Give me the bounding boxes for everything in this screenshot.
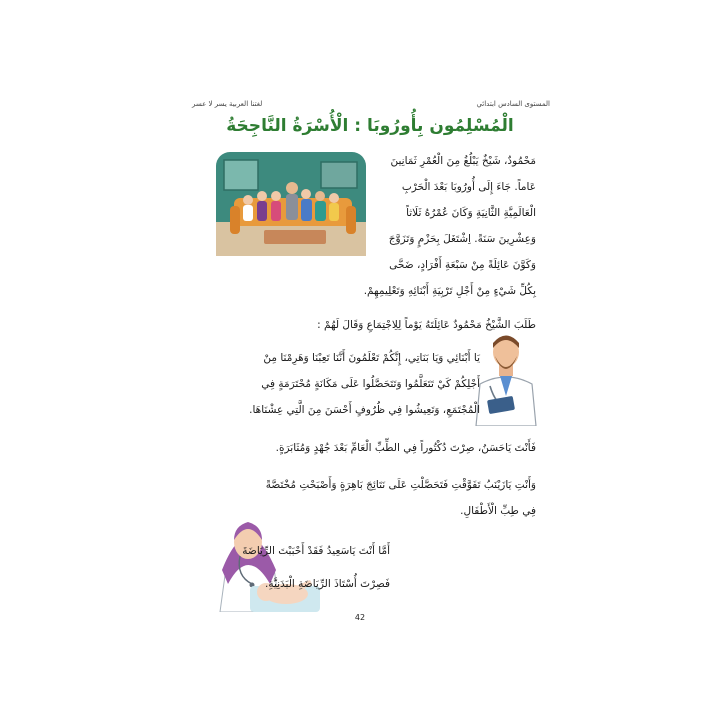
paragraph1-line: بِكُلِّ شَيْءٍ مِنْ أَجْلِ تَرْبِيَةِ أَبْنَائِهِ وَتَعْلِيمِهِمْ.	[363, 285, 536, 297]
paragraph2-line: أَجْلِكُمْ كَيْ تَتَعَلَّمُوا وَتَتَحَصَّلُوا عَلَى مَكَانَةٍ مُحْتَرَمَةٍ فِي	[261, 378, 480, 390]
header-series-title: لغتنا العربية يسر لا عسر	[192, 100, 263, 108]
page-number: 42	[354, 613, 366, 622]
paragraph5-line: أَمَّا أَنْتَ يَاسَعِيدُ فَقَدْ أَحْبَبْتَ الرِّيَاضَةَ	[242, 545, 390, 557]
paragraph1-line: الْعَالَمِيَّةِ الثَّانِيَةِ وَكَانَ عُمْرُهُ ثَلَاثاً	[406, 207, 536, 219]
paragraph1-line: وَعِشْرِينَ سَنَةً. اِشْتَغَلَ بِحَزْمٍ وَتَزَوَّجَ	[388, 233, 536, 245]
paragraph4-line: فِي طِبِّ الْأَطْفَالِ.	[460, 505, 536, 517]
paragraph3: فَأَنْتَ يَاحَسَنُ، صِرْتَ دُكْتُوراً فِي الطِّبِّ الْعَامِّ بَعْدَ جُهْدٍ وَمُثَابَرَةٍ.	[275, 442, 536, 454]
paragraph1-line: عَاماً. جَاءَ إِلَى أُورُوبَا بَعْدَ الْحَرْبِ	[401, 181, 536, 193]
header-level: المستوى السادس ابتدائي	[476, 100, 550, 108]
paragraph2-line: طَلَبَ الشَّيْخُ مَحْمُودٌ عَائِلَتَهُ يَوْماً لِلِاجْتِمَاعِ وَقَالَ لَهُمْ :	[317, 319, 536, 331]
paragraph2-line: يَا أَبْنَائِي وَيَا بَنَاتِي، إِنَّكُمْ تَعْلَمُونَ أَنَّنَا تَعِبْنَا وَهَرِمْنَا مِنْ	[263, 352, 480, 364]
pediatrician-illustration	[200, 506, 320, 612]
family-illustration	[216, 152, 366, 256]
page-title: الْمُسْلِمُون بِأُورُوبَا : الْأُسْرَةُ النَّاجِحَةُ	[226, 116, 514, 136]
paragraph1-line: وَكَوَّنَ عَائِلَةً مِنْ سَبْعَةِ أَفْرَادٍ، ضَحَّى	[389, 259, 536, 271]
paragraph4-line: وَأَنْتِ يَازَيْنَبُ تَفَوَّقْتِ فَتَحَصَّلْتِ عَلَى نَتَائِجَ بَاهِرَةٍ وَأَصْبَحْتِ مُخْتَصَّةً	[265, 479, 536, 491]
paragraph5-line: فَصِرْتَ أُسْتَاذَ الرِّيَاضَةِ الْبَدَنِيَّةِ.	[264, 578, 390, 590]
book-page	[160, 82, 560, 638]
paragraph2-line: الْمُجْتَمَعِ، وَتَعِيشُوا فِي ظُرُوفٍ أَحْسَنَ مِنَ الَّتِي عِشْنَاهَا.	[249, 404, 480, 416]
paragraph1-line: مَحْمُودٌ، شَيْخٌ يَبْلُغُ مِنَ الْعُمْرِ ثَمَانِينَ	[390, 155, 536, 167]
